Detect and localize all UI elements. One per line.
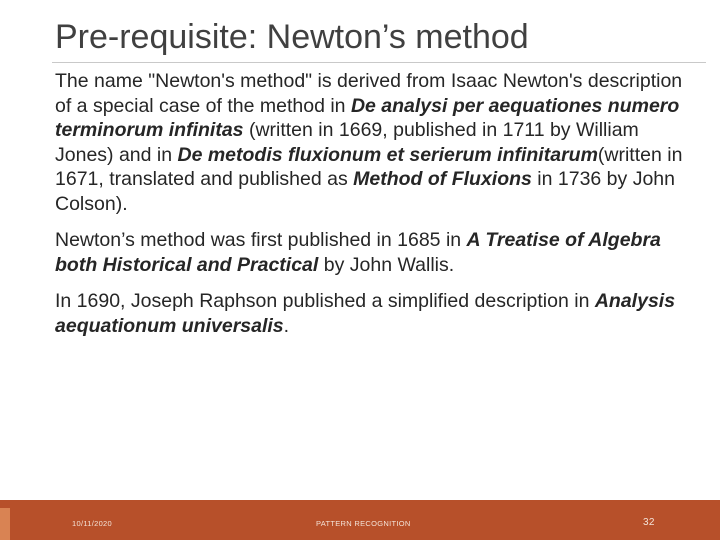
text-run: The name "Newton's method" is derived from Isaac Newton's description of a special case of the method in [55,70,683,117]
text-run: (written in 1669, published in 1711 by William Jones) and in [55,119,639,166]
page-number: 32 [643,517,655,528]
footer-date: 10/11/2020 [72,519,112,528]
text-run: in 1736 by John Colson). [55,168,675,215]
paragraph [55,69,695,216]
text-run: (written in 1671, translated and published as [55,143,683,190]
paragraph [55,228,695,277]
emphasized-title: De analysi per aequationes numero terminorum infinitas [55,94,680,141]
text-run: In 1690, Joseph Raphson published a simplified description in [55,290,595,312]
paragraph [55,289,695,338]
slide-body [55,69,695,350]
text-run: by John Wallis. [318,253,455,276]
slide-title: Pre-requisite: Newton’s method [55,18,529,56]
emphasized-title: A Treatise of Algebra both Historical and Practical [55,229,661,276]
text-run: Newton’s method was first published in 1685 in [55,229,467,251]
text-run: . [283,314,290,337]
title-divider [52,62,706,63]
emphasized-title: Analysis aequationum universalis [55,290,676,337]
emphasized-title: De metodis fluxionum et serierum infinitarum [177,143,598,166]
emphasized-title: Method of Fluxions [353,168,532,190]
footer-accent-strip [0,508,10,540]
footer-title: PATTERN RECOGNITION [316,519,411,528]
